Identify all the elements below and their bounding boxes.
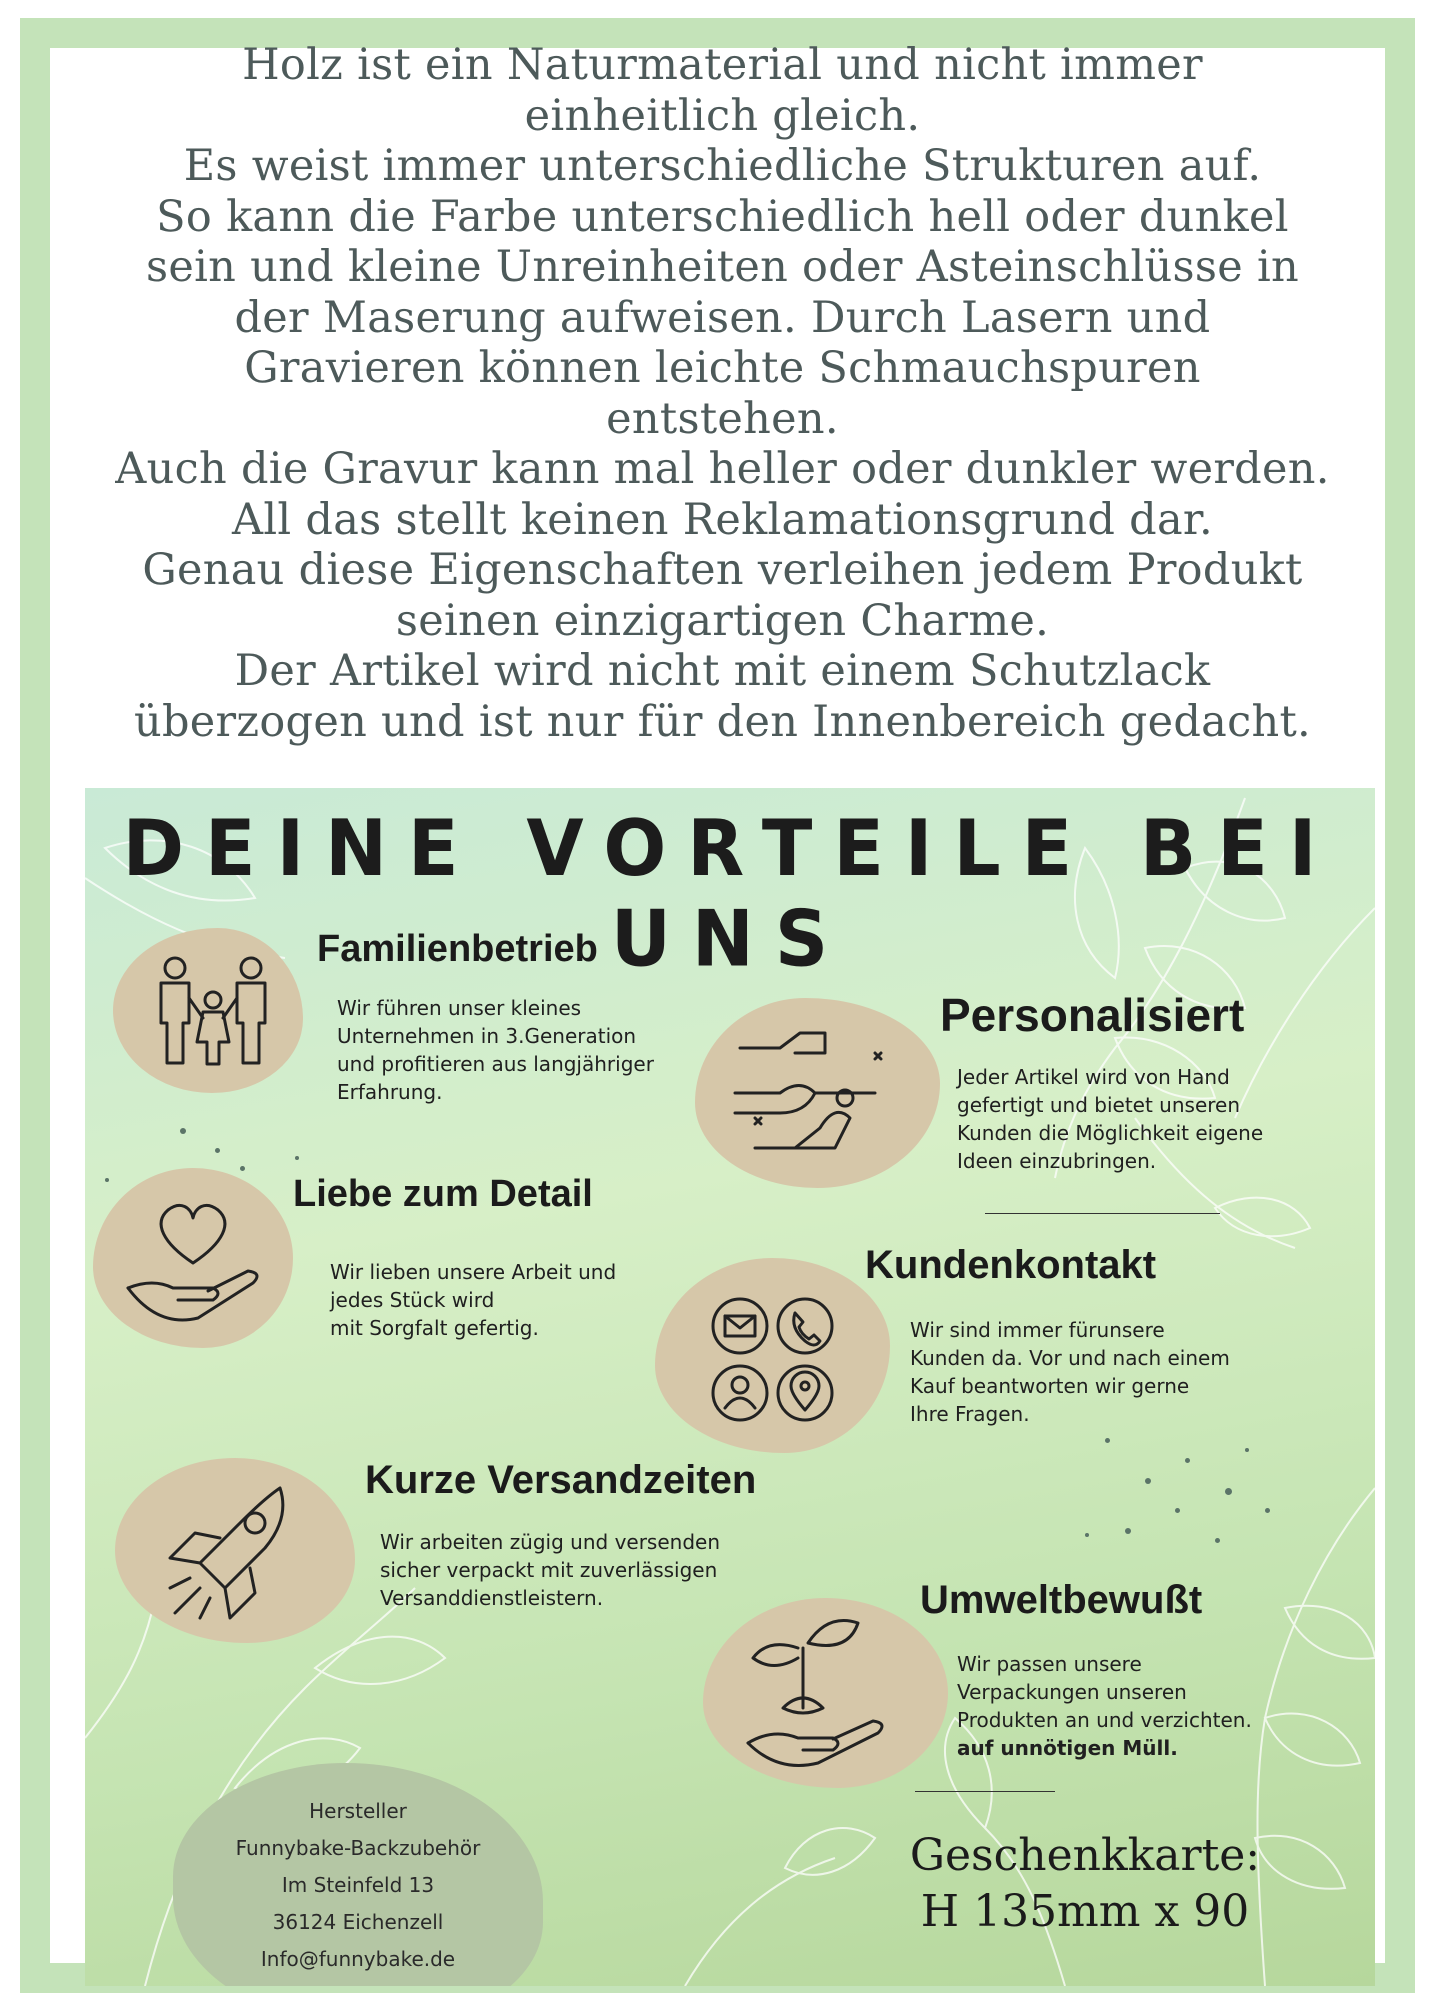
feature-title-eco: Umweltbewußt [920,1578,1203,1622]
decor-dot [1265,1508,1270,1513]
manufacturer-text [173,1793,543,1978]
manufacturer-city: 36124 Eichenzell [272,1910,444,1934]
feature-line: Wir führen unser kleines [337,996,582,1020]
mail-icon [713,1299,767,1353]
feature-line: Wir lieben unsere Arbeit und [330,1260,617,1284]
location-icon [778,1366,832,1420]
plant-hand-icon [703,1598,948,1788]
divider [915,1791,1055,1792]
feature-line: jedes Stück wird [330,1288,495,1312]
decor-dot [1125,1528,1131,1534]
intro-line: Auch die Gravur kann mal heller oder dunkler werden. [115,444,1330,494]
heart-hand-icon [93,1168,293,1348]
feature-text-contact [910,1316,1230,1428]
intro-line: Genau diese Eigenschaften verleihen jedem Produkt [142,545,1303,595]
feature-line: Jeder Artikel wird von Hand [957,1065,1230,1089]
feature-title-detail: Liebe zum Detail [293,1173,593,1215]
feature-line: sicher verpackt mit zuverlässigen [380,1558,718,1582]
feature-text-eco [957,1650,1252,1762]
feature-title-contact: Kundenkontakt [865,1243,1157,1287]
feature-line: Verpackungen unseren [957,1680,1187,1704]
gift-card-size: H 135mm x 90 [920,1886,1250,1937]
intro-line: All das stellt keinen Reklamationsgrund dar. [231,494,1213,545]
feature-line: Produkten an und verzichten. [957,1708,1252,1732]
gift-card-label: Geschenkkarte: [909,1830,1261,1881]
manufacturer-street: Im Steinfeld 13 [281,1873,435,1897]
decor-dot [240,1166,245,1171]
feature-line: Kunden die Möglichkeit eigene [957,1121,1264,1145]
decor-dot [1225,1488,1232,1495]
feature-text-family [337,994,654,1106]
divider [985,1213,1220,1214]
intro-line: So kann die Farbe unterschiedlich hell oder dunkel [156,191,1289,242]
intro-line: Holz ist ein Naturmaterial und nicht immer [242,40,1203,90]
feature-title-personal: Personalisiert [940,989,1245,1041]
feature-line: Wir passen unsere [957,1652,1142,1676]
decor-dot [1215,1538,1220,1543]
intro-line: einheitlich gleich. [524,90,921,141]
family-icon [113,928,303,1093]
feature-line: Ihre Fragen. [910,1402,1030,1426]
decor-dot [1105,1438,1110,1443]
intro-line: Der Artikel wird nicht mit einem Schutzlack [234,646,1211,696]
feature-text-detail [330,1258,616,1342]
feature-line: Unternehmen in 3.Generation [337,1024,637,1048]
benefits-panel [85,788,1375,1986]
manufacturer-company: Funnybake-Backzubehör [235,1836,481,1860]
feature-line: Wir sind immer fürunsere [910,1318,1165,1342]
intro-line: Es weist immer unterschiedliche Strukturen auf. [183,141,1262,191]
decor-dot [1185,1458,1190,1463]
intro-line: der Maserung aufweisen. Durch Lasern und [234,292,1211,343]
rocket-icon [115,1458,355,1643]
feature-title-family: Familienbetrieb [317,928,598,970]
feature-text-shipping [380,1528,720,1612]
feature-text-personal [957,1063,1263,1175]
decor-dot [295,1156,299,1160]
feature-line: Erfahrung. [337,1080,443,1104]
intro-line: überzogen und ist nur für den Innenbereich gedacht. [133,696,1312,747]
intro-text [60,40,1385,747]
hands-gift-icon [695,998,940,1188]
intro-line: Gravieren können leichte Schmauchspuren [244,343,1201,393]
feature-line: Versanddienstleistern. [380,1586,604,1610]
intro-line: entstehen. [606,393,839,444]
decor-dot [180,1128,186,1134]
feature-line: mit Sorgfalt gefertig. [330,1316,539,1340]
decor-dot [1175,1508,1180,1513]
feature-line: Wir arbeiten zügig und versenden [380,1530,721,1554]
manufacturer-label: Hersteller [309,1799,407,1823]
decor-dot [1245,1448,1249,1452]
decor-dot [105,1178,109,1182]
feature-line: Ideen einzubringen. [957,1149,1157,1173]
gift-card-info [875,1828,1295,1940]
intro-line: sein und kleine Unreinheiten oder Asteinschlüsse in [145,242,1300,292]
feature-line: auf unnötigen Müll. [957,1736,1178,1760]
intro-line: seinen einzigartigen Charme. [395,595,1050,646]
feature-line: Kunden da. Vor und nach einem [910,1346,1230,1370]
phone-icon [778,1299,832,1353]
feature-line: Kauf beantworten wir gerne [910,1374,1190,1398]
feature-line: und profitieren aus langjähriger [337,1052,654,1076]
decor-dot [215,1148,220,1153]
decor-dot [1085,1533,1089,1537]
manufacturer-block [173,1763,543,1986]
feature-line: gefertigt und bietet unseren [957,1093,1241,1117]
headline: DEINE VORTEILE BEI UNS [122,803,1338,985]
manufacturer-email[interactable]: Info@funnybake.de [260,1947,456,1971]
feature-title-shipping: Kurze Versandzeiten [365,1458,757,1502]
decor-dot [1145,1478,1151,1484]
contact-icons [655,1258,890,1453]
